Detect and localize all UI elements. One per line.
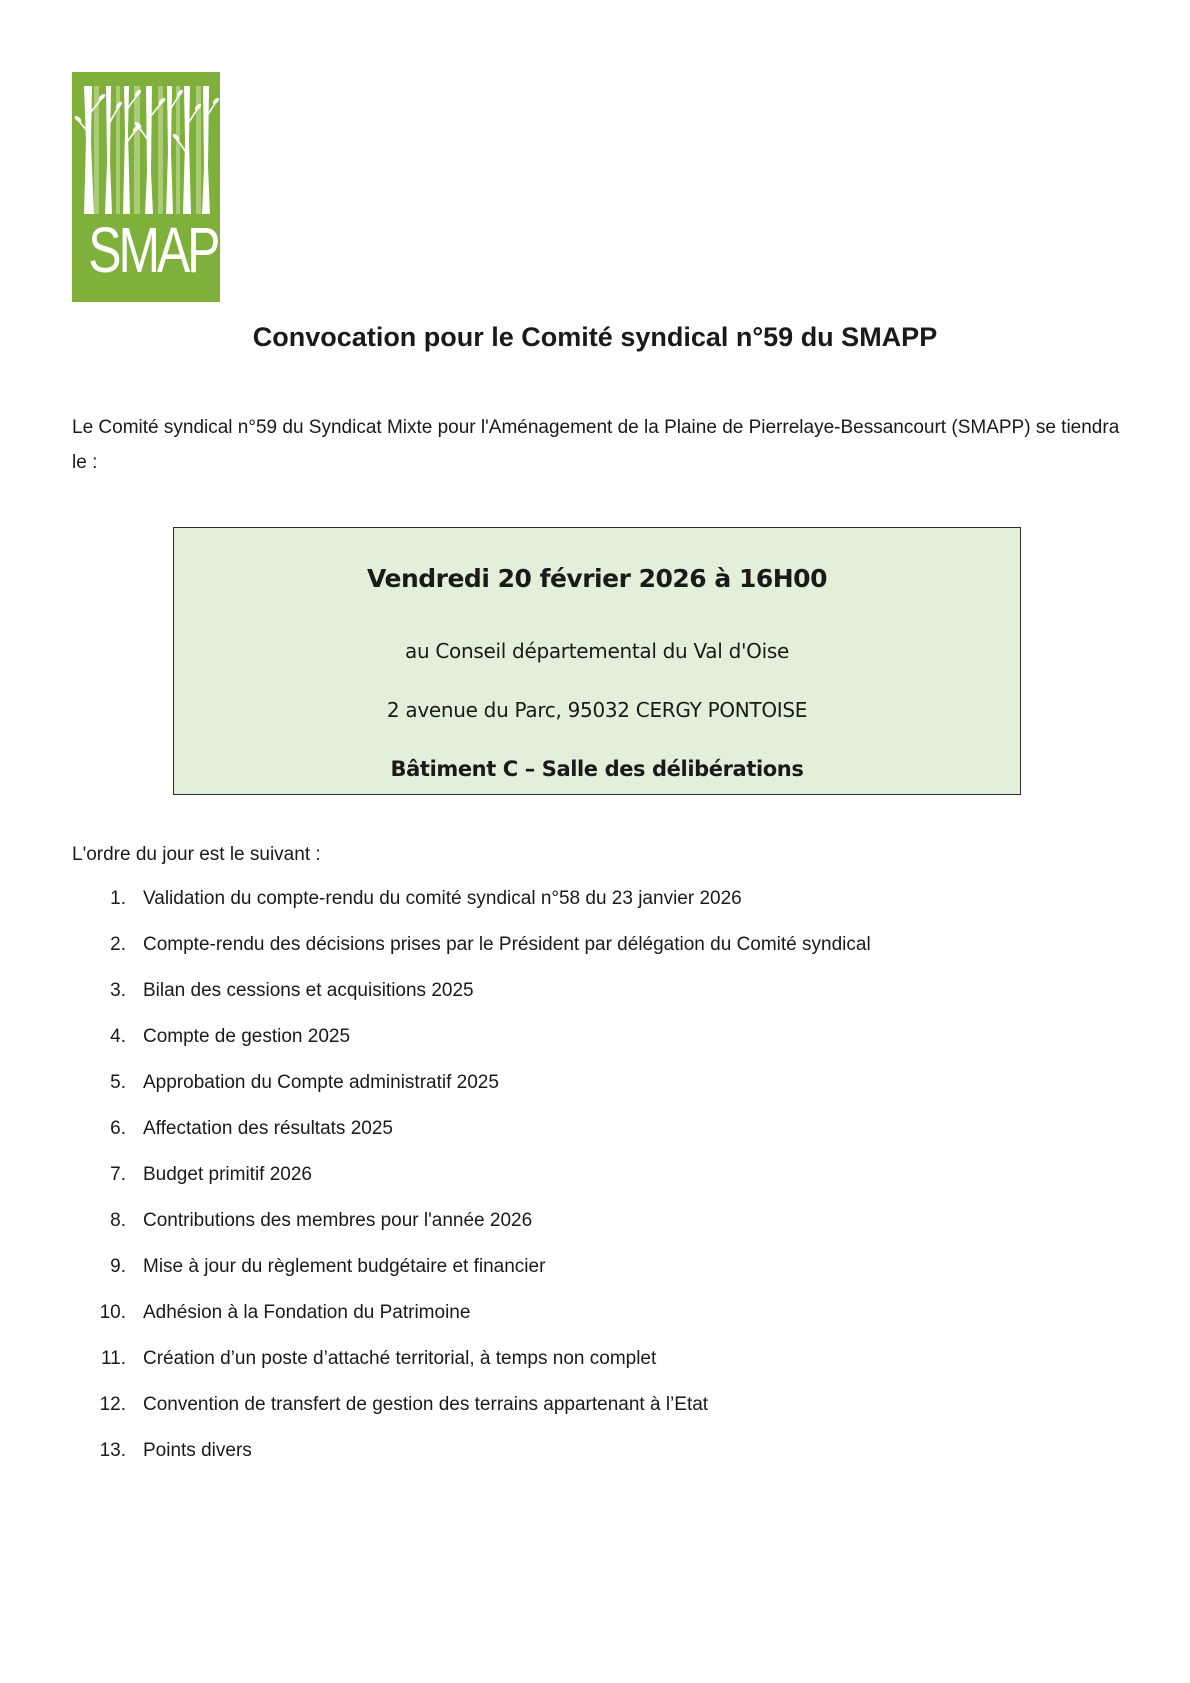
agenda-item-number: 4. [110, 1026, 126, 1047]
meeting-venue: au Conseil départemental du Val d'Oise [404, 639, 789, 663]
intro-paragraph: Le Comité syndical n°59 du Syndicat Mixte pour l'Aménagement de la Plaine de Pierrelaye-Bessancourt (SMAPP) se tiendra le : [72, 417, 1120, 473]
agenda-item-number: 3. [110, 980, 126, 1001]
agenda-item-text: Approbation du Compte administratif 2025 [143, 1072, 499, 1093]
agenda-item-number: 5. [110, 1072, 126, 1093]
agenda-item-text: Affectation des résultats 2025 [143, 1118, 393, 1139]
agenda-item-number: 12. [99, 1394, 126, 1415]
agenda-item-text: Compte de gestion 2025 [143, 1026, 351, 1047]
agenda-item-text: Convention de transfert de gestion des terrains appartenant à l’Etat [143, 1394, 709, 1415]
agenda-item-number: 11. [100, 1348, 126, 1369]
agenda-item-text: Mise à jour du règlement budgétaire et financier [143, 1256, 546, 1277]
agenda-item-text: Bilan des cessions et acquisitions 2025 [143, 980, 474, 1001]
agenda-item-number: 10. [99, 1302, 126, 1323]
agenda-item-number: 9. [110, 1256, 126, 1277]
smapp-logo [72, 72, 248, 302]
agenda-intro: L'ordre du jour est le suivant : [72, 844, 321, 865]
agenda-item-number: 6. [110, 1118, 126, 1139]
agenda-item-text: Création d’un poste d’attaché territorial, à temps non complet [143, 1348, 657, 1369]
agenda-item-number: 7. [110, 1164, 126, 1185]
meeting-date: Vendredi 20 février 2026 à 16H00 [367, 564, 827, 593]
agenda-item-number: 2. [110, 934, 126, 955]
agenda-item-text: Validation du compte-rendu du comité syndical n°58 du 23 janvier 2026 [143, 888, 742, 909]
agenda-item-text: Contributions des membres pour l'année 2026 [143, 1210, 533, 1231]
agenda-item-text: Points divers [143, 1440, 252, 1461]
agenda-item-number: 1. [110, 888, 126, 909]
agenda-item-text: Adhésion à la Fondation du Patrimoine [143, 1302, 471, 1323]
agenda-item-text: Budget primitif 2026 [143, 1164, 312, 1185]
logo-text: SMAPP [88, 214, 248, 286]
agenda-item-number: 8. [110, 1210, 126, 1231]
page-title: Convocation pour le Comité syndical n°59 du SMAPP [252, 322, 938, 352]
meeting-address: 2 avenue du Parc, 95032 CERGY PONTOISE [386, 698, 808, 722]
agenda-item-number: 13. [99, 1440, 126, 1461]
meeting-info-box [173, 527, 1021, 795]
meeting-room: Bâtiment C – Salle des délibérations [390, 757, 804, 781]
agenda-item-text: Compte-rendu des décisions prises par le Président par délégation du Comité syndical [143, 934, 871, 955]
